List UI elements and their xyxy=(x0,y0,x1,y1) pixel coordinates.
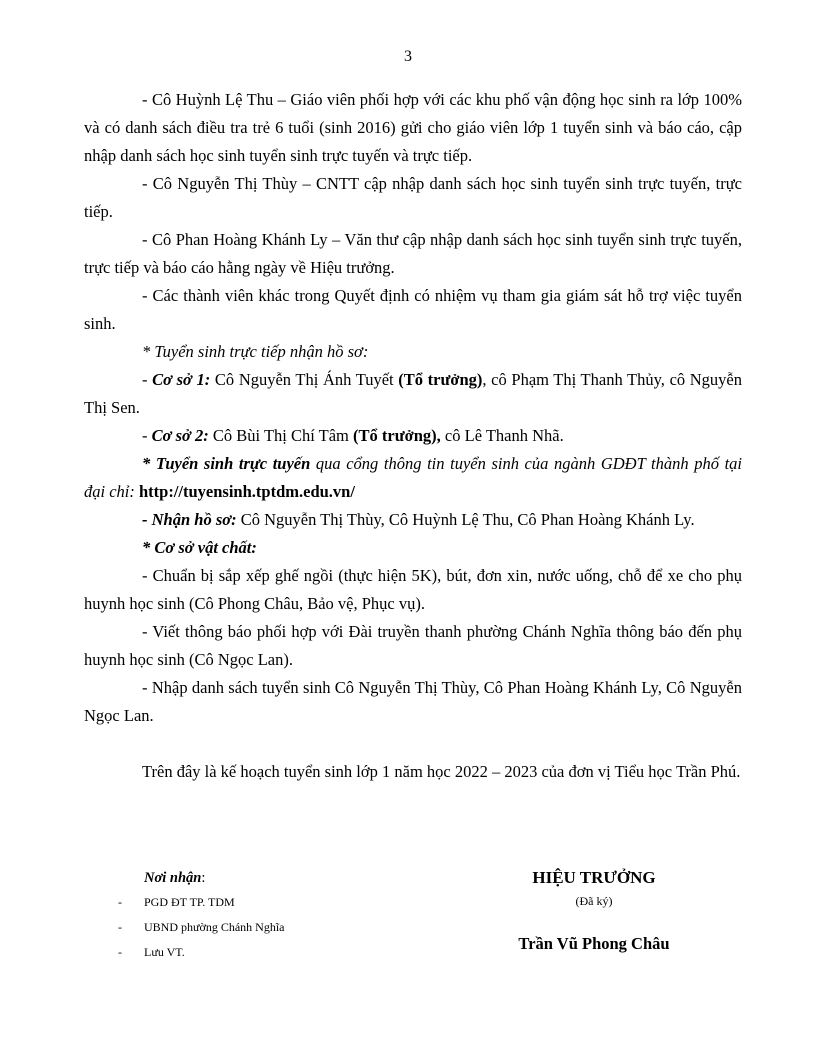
heading-direct-enrollment: * Tuyển sinh trực tiếp nhận hồ sơ: xyxy=(142,342,369,361)
campus-1-role: (Tổ trưởng) xyxy=(398,370,483,389)
receive-documents-text: Cô Nguyễn Thị Thùy, Cô Huỳnh Lệ Thu, Cô Phan Hoàng Khánh Ly. xyxy=(236,510,695,529)
paragraph-phan-hoang-khanh-ly: - Cô Phan Hoàng Khánh Ly – Văn thư cập nhập danh sách học sinh tuyển sinh trực tuyến, trực tiếp và báo cáo hằng ngày về Hiệu trưởng. xyxy=(84,230,742,277)
campus-2-role: (Tổ trưởng), xyxy=(353,426,441,445)
document-body xyxy=(84,86,742,786)
paragraph-prepare-seating: - Chuẩn bị sắp xếp ghế ngồi (thực hiện 5K), bút, đơn xin, nước uống, chỗ để xe cho phụ huynh học sinh (Cô Phong Châu, Bảo vệ, Phục vụ). xyxy=(84,566,742,613)
online-enrollment-text: qua cổng thông tin tuyển sinh của ngành GDĐT thành phố tại đại chỉ: xyxy=(84,454,743,501)
campus-1-label: Cơ sở 1: xyxy=(152,370,211,389)
paragraph-receive-documents xyxy=(84,506,742,534)
campus-2-text-rest: cô Lê Thanh Nhã. xyxy=(440,426,564,445)
paragraph-campus-2 xyxy=(84,422,742,450)
online-enrollment-label: * Tuyển sinh trực tuyến xyxy=(142,454,311,473)
paragraph-nguyen-thi-thuy: - Cô Nguyễn Thị Thùy – CNTT cập nhập danh sách học sinh tuyển sinh trực tuyến, trực tiếp. xyxy=(84,174,742,221)
signature-title: HIỆU TRƯỞNG xyxy=(532,868,656,887)
recipients-title: Nơi nhận: xyxy=(144,870,206,886)
spacer xyxy=(84,730,742,758)
signature-status: (Đã ký) xyxy=(575,894,613,908)
heading-facilities: * Cơ sở vật chất: xyxy=(142,538,257,557)
recipient-item: - PGD ĐT TP. TDM xyxy=(118,895,235,909)
paragraph-other-members: - Các thành viên khác trong Quyết định có nhiệm vụ tham gia giám sát hỗ trợ việc tuyển sinh. xyxy=(84,286,742,333)
campus-1-text-rest: , cô Phạm Thị Thanh Thủy, cô Nguyễn Thị Sen. xyxy=(84,370,743,417)
paragraph-closing: Trên đây là kế hoạch tuyển sinh lớp 1 năm học 2022 – 2023 của đơn vị Tiểu học Trần Phú. xyxy=(142,762,741,781)
enrollment-url-link[interactable]: http://tuyensinh.tptdm.edu.vn/ xyxy=(139,482,355,501)
campus-2-label: Cơ sở 2: xyxy=(151,426,209,445)
page-number: 3 xyxy=(404,48,412,65)
paragraph-huynh-le-thu: - Cô Huỳnh Lệ Thu – Giáo viên phối hợp với các khu phố vận động học sinh ra lớp 100% và có danh sách điều tra trẻ 6 tuổi (sinh 2016) gửi cho giáo viên lớp 1 tuyển sinh và báo cáo, cập nhập danh sách học sinh tuyển sinh trực tuyến và trực tiếp. xyxy=(84,90,742,165)
dash: - xyxy=(142,370,153,389)
paragraph-enter-list: - Nhập danh sách tuyển sinh Cô Nguyễn Thị Thùy, Cô Phan Hoàng Khánh Ly, Cô Nguyễn Ngọc Lan. xyxy=(84,678,742,725)
campus-1-text: Cô Nguyễn Thị Ánh Tuyết xyxy=(210,370,399,389)
recipients-block xyxy=(118,866,418,965)
signature-name: Trần Vũ Phong Châu xyxy=(518,934,670,953)
paragraph-online-enrollment xyxy=(84,450,742,506)
signature-block xyxy=(494,866,694,954)
dash: - xyxy=(142,426,152,445)
recipient-item: - UBND phường Chánh Nghĩa xyxy=(118,920,285,934)
receive-documents-label: - Nhận hồ sơ: xyxy=(142,510,237,529)
paragraph-campus-1 xyxy=(84,366,742,422)
paragraph-radio-notice: - Viết thông báo phối hợp với Đài truyền thanh phường Chánh Nghĩa thông báo đến phụ huynh học sinh (Cô Ngọc Lan). xyxy=(84,622,742,669)
recipient-item: - Lưu VT. xyxy=(118,945,185,959)
campus-2-text: Cô Bùi Thị Chí Tâm xyxy=(208,426,354,445)
